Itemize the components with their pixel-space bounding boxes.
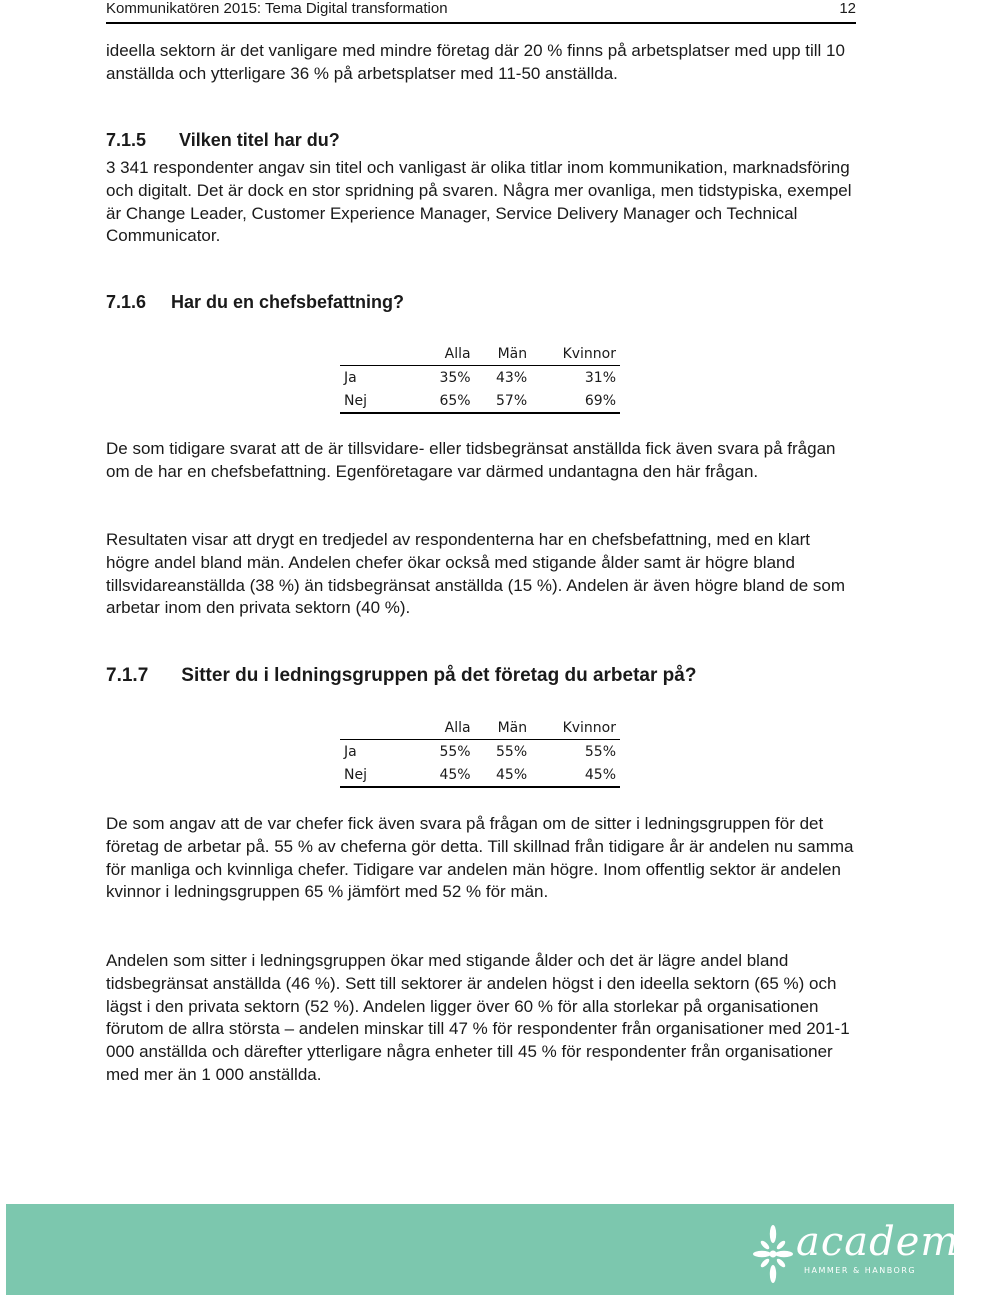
cell-kvinnor: 55% xyxy=(584,743,616,760)
table-header-man: Män xyxy=(497,345,528,362)
section-number: 7.1.7 xyxy=(106,665,149,686)
footer-logo-band xyxy=(6,1204,983,1295)
cell-alla: 65% xyxy=(439,392,471,409)
section-number: 7.1.6 xyxy=(106,292,147,312)
section-7-1-7-paragraph-2: Andelen som sitter i ledningsgruppen ökar med stigande ålder och det är lägre andel bland tidsbegränsat anställda (46 %). Sett till sektorer är andelen högst i den ideella sektorn (65 %) och lägst i den privata sektorn (52 %). Andelen ligger över 60 % för alla storlekar på organisationen förutom de allra största – andelen minskar till 47 % för respondenter från organisationer med 201-1 000 anställda och därefter ytterligare några enheter till 45 % för respondenter från organisationer med mer än 1 000 anställda. xyxy=(106,951,850,1084)
ledningsgrupp-table xyxy=(340,716,620,788)
cell-man: 57% xyxy=(496,392,528,409)
section-7-1-5-paragraph: 3 341 respondenter angav sin titel och vanligast är olika titlar inom kommunikation, marknadsföring och digitalt. Det är dock en stor spridning på svaren. Några mer ovanliga, men tidstypiska, exempel är Change Leader, Customer Experience Manager, Service Delivery Manager och Technical Communicator. xyxy=(106,158,852,246)
logo-subtitle: HAMMER & HANBORG xyxy=(804,1266,917,1275)
page-number: 12 xyxy=(839,0,856,17)
section-7-1-6-heading xyxy=(106,290,404,314)
table-header-man: Män xyxy=(497,719,528,736)
cell-kvinnor: 69% xyxy=(584,392,616,409)
table-header-empty xyxy=(340,342,418,366)
table-row xyxy=(340,366,620,390)
cell-alla: 35% xyxy=(439,369,471,386)
sparkle-flower-icon xyxy=(753,1225,793,1283)
row-label: Ja xyxy=(344,743,357,760)
section-7-1-5-heading xyxy=(106,128,340,152)
table-header-empty xyxy=(340,716,418,740)
section-7-1-6-paragraph-1: De som tidigare svarat att de är tillsvidare- eller tidsbegränsat anställda fick även svara på frågan om de har en chefsbefattning. Egenföretagare var därmed undantagna den här frågan. xyxy=(106,439,836,481)
section-title: Har du en chefsbefattning? xyxy=(171,292,405,312)
page-header xyxy=(106,0,856,24)
cell-kvinnor: 31% xyxy=(584,369,616,386)
section-title: Vilken titel har du? xyxy=(179,130,340,150)
table-row xyxy=(340,763,620,787)
section-7-1-6-paragraph-2: Resultaten visar att drygt en tredjedel av respondenterna har en chefsbefattning, med en klart högre andel bland män. Andelen chefer ökar också med stigande ålder samt är högre bland tillsvidareanställda (38 %) än tidsbegränsat anställda (15 %). Andelen är även högre bland de som arbetar inom den privata sektorn (40 %). xyxy=(106,530,846,618)
section-title: Sitter du i ledningsgruppen på det företag du arbetar på? xyxy=(181,665,697,686)
table-header-kvinnor: Kvinnor xyxy=(562,345,616,362)
cell-alla: 45% xyxy=(439,766,471,783)
table-row xyxy=(340,389,620,413)
intro-paragraph: ideella sektorn är det vanligare med mindre företag där 20 % finns på arbetsplatser med upp till 10 anställda och ytterligare 36 % på arbetsplatser med 11-50 anställda. xyxy=(106,41,845,83)
row-label: Nej xyxy=(344,392,367,409)
table-header-alla: Alla xyxy=(444,345,471,362)
section-7-1-7-heading xyxy=(106,664,696,688)
table-header-row xyxy=(340,342,620,366)
header-title: Kommunikatören 2015: Tema Digital transformation xyxy=(106,0,448,17)
row-label: Nej xyxy=(344,766,367,783)
row-label: Ja xyxy=(344,369,357,386)
table-header-kvinnor: Kvinnor xyxy=(562,719,616,736)
cell-man: 55% xyxy=(496,743,528,760)
section-number: 7.1.5 xyxy=(106,130,147,150)
table-row xyxy=(340,740,620,764)
table-header-row xyxy=(340,716,620,740)
section-7-1-7-paragraph-1: De som angav att de var chefer fick även svara på frågan om de sitter i ledningsgruppen för det företag de arbetar på. 55 % av cheferna gör detta. Till skillnad från tidigare år är andelen nu samma för manliga och kvinnliga chefer. Tidigare var andelen män högre. Inom offentlig sektor är andelen kvinnor i ledningsgruppen 65 % jämfört med 52 % för män. xyxy=(106,814,854,902)
cell-man: 45% xyxy=(496,766,528,783)
table-header-alla: Alla xyxy=(444,719,471,736)
chefsbefattning-table xyxy=(340,342,620,414)
cell-man: 43% xyxy=(496,369,528,386)
cell-alla: 55% xyxy=(439,743,471,760)
logo-wordmark: academy xyxy=(796,1219,983,1265)
cell-kvinnor: 45% xyxy=(584,766,616,783)
